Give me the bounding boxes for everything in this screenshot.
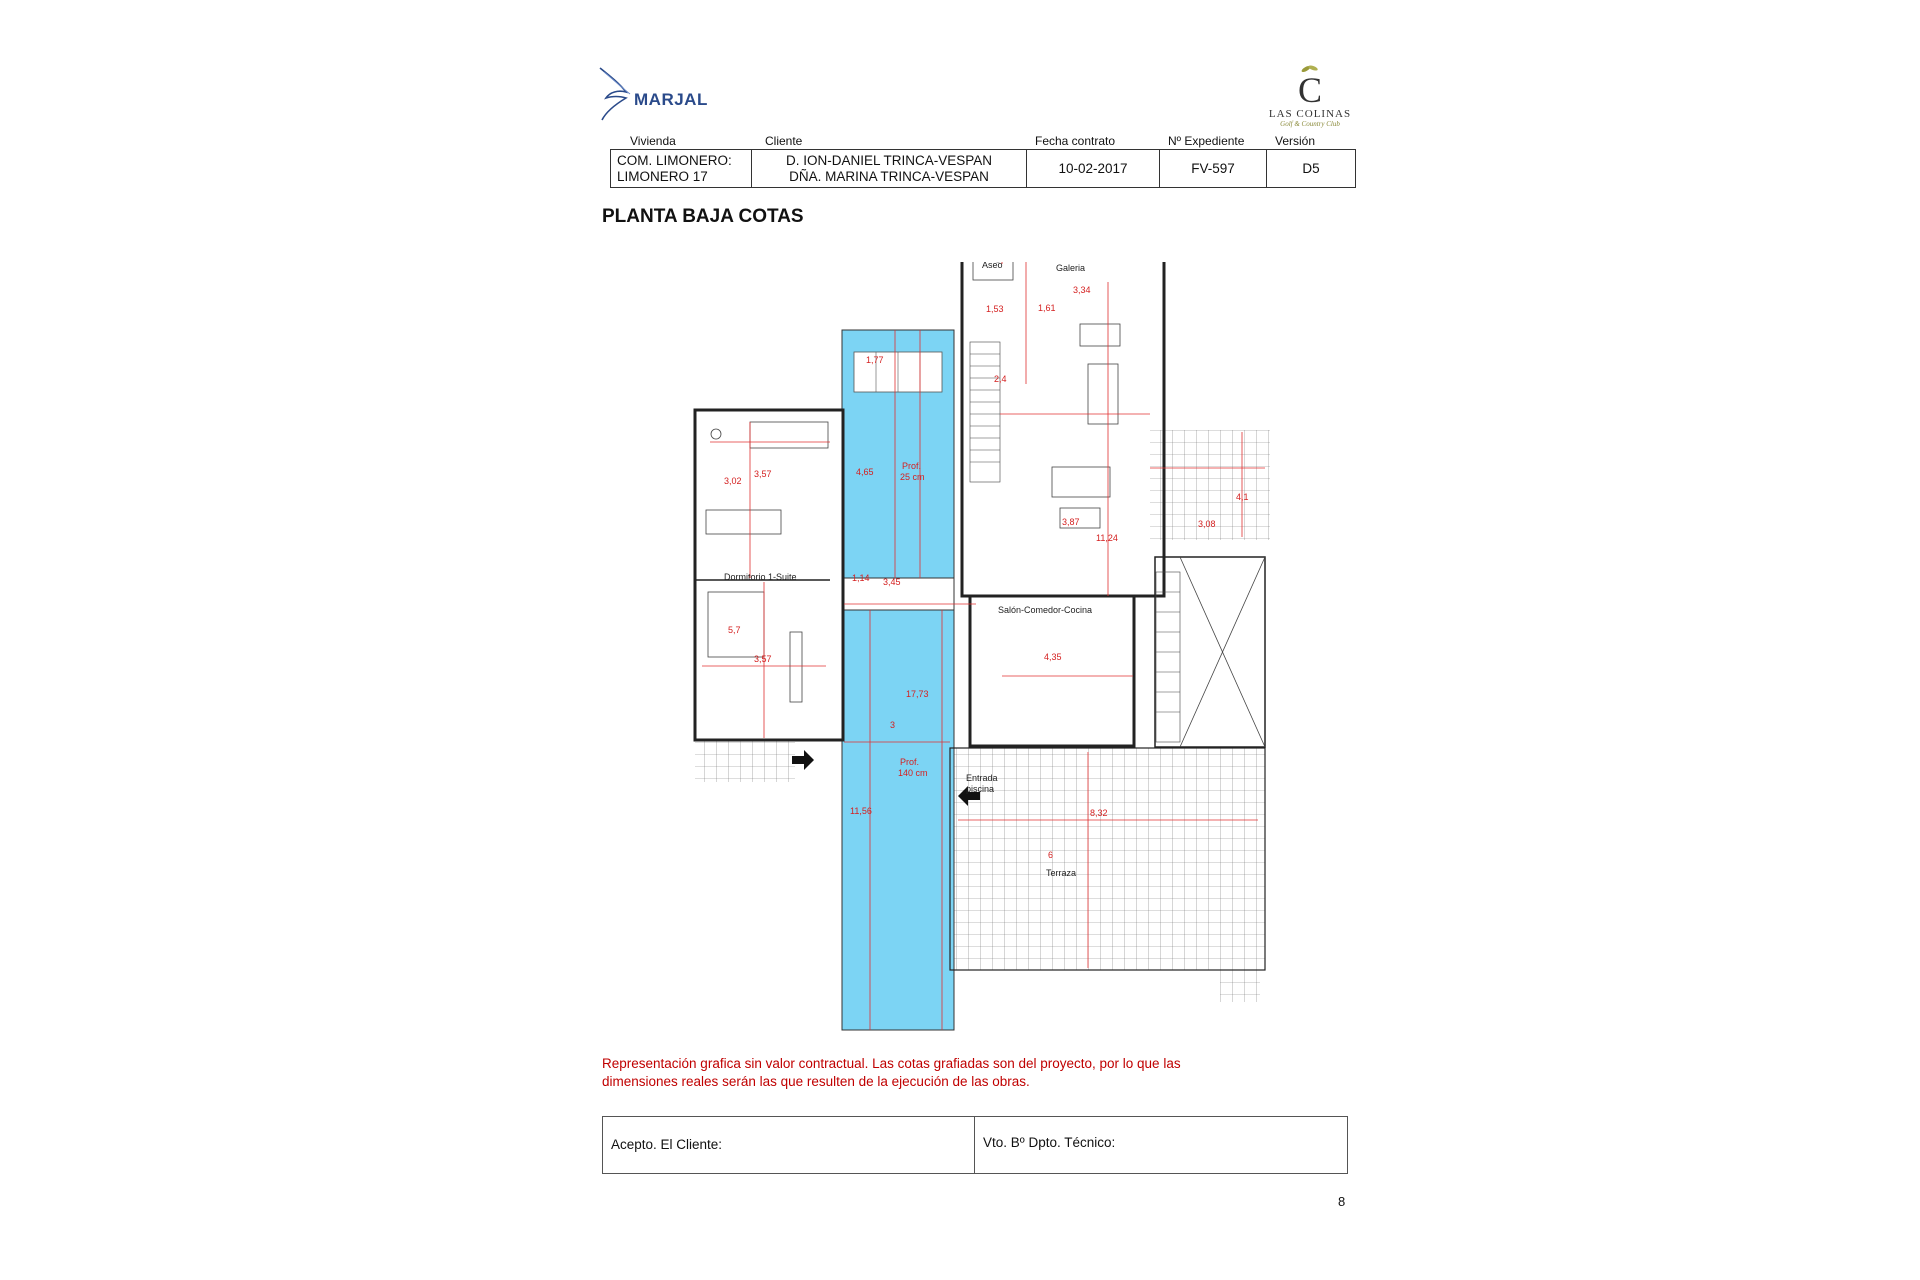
cliente-line2: DÑA. MARINA TRINCA-VESPAN [789, 168, 989, 184]
label-fecha: Fecha contrato [1035, 134, 1116, 148]
cell-version: D5 [1267, 150, 1356, 188]
label-vivienda: Vivienda [630, 134, 676, 148]
label-expediente: Nº Expediente [1168, 134, 1245, 148]
room-salon: Salón-Comedor-Cocina [998, 605, 1093, 615]
label-version: Versión [1275, 134, 1316, 148]
vivienda-line1: COM. LIMONERO: [617, 152, 732, 168]
dim-5-7: 5,7 [728, 625, 741, 635]
las-colinas-logo [1245, 62, 1375, 132]
dim-1-53: 1,53 [986, 304, 1004, 314]
room-terraza: Terraza [1046, 868, 1077, 878]
room-dormitorio: Dormitorio 1-Suite [724, 572, 797, 582]
disclaimer-line1: Representación grafica sin valor contractual. Las cotas grafiadas son del proyecto, por lo que las [602, 1056, 1181, 1071]
label-cliente: Cliente [765, 134, 803, 148]
cell-fecha: 10-02-2017 [1027, 150, 1160, 188]
pool-depth-bottom-1: Prof. [900, 757, 920, 767]
bathtub [706, 510, 781, 534]
dim-3: 3 [890, 720, 896, 730]
stairs-main [970, 342, 1000, 482]
dim-3-57-top: 3,57 [754, 469, 772, 479]
las-colinas-tagline: Golf & Country Club [1280, 120, 1340, 128]
floor-plan [680, 262, 1280, 1042]
kitchen-island [1080, 324, 1120, 346]
dim-1-61: 1,61 [1038, 303, 1056, 313]
wardrobe [790, 632, 802, 702]
page-number: 8 [1338, 1194, 1346, 1209]
room-entrada-1: Entrada [966, 773, 998, 783]
main-walls-lower [970, 596, 1134, 746]
cliente-line1: D. ION-DANIEL TRINCA-VESPAN [785, 152, 993, 168]
shower [750, 422, 828, 448]
suite-terrace-tiles [695, 740, 795, 782]
cell-cliente [752, 150, 1027, 188]
pool-deep [842, 610, 954, 1030]
dim-2-4: 2,4 [994, 374, 1007, 384]
sofa [1052, 467, 1110, 497]
marjal-logo [596, 66, 716, 126]
marjal-brand-text: MARJAL [634, 90, 708, 109]
dim-3-08: 3,08 [1198, 519, 1216, 529]
dim-3-57-bottom: 3,57 [754, 654, 772, 664]
page-title: PLANTA BAJA COTAS [602, 206, 804, 227]
dim-11-56: 11,56 [850, 806, 872, 816]
dim-3-45: 3,45 [883, 577, 901, 587]
dim-17-73: 17,73 [906, 689, 929, 699]
dim-11-24: 11,24 [1096, 533, 1118, 543]
signature-divider [974, 1117, 975, 1173]
signature-box [602, 1116, 1348, 1174]
pool-depth-top-1: Prof. [902, 461, 922, 471]
room-galeria: Galeria [1056, 263, 1086, 273]
dim-4-1: 4,1 [1236, 492, 1249, 502]
dim-1-14: 1,14 [852, 573, 870, 583]
dim-3-02: 3,02 [724, 476, 742, 486]
dim-1-77: 1,77 [866, 355, 884, 365]
vivienda-line2: LIMONERO 17 [617, 168, 708, 184]
client-signature-label: Acepto. El Cliente: [611, 1137, 723, 1152]
suite-toilet [711, 429, 721, 439]
room-entrada-2: piscina [966, 784, 995, 794]
dim-3-87: 3,87 [1062, 517, 1080, 527]
contract-info-table [610, 149, 1356, 188]
disclaimer-line2: dimensiones reales serán las que resulten de la ejecución de las obras. [602, 1074, 1030, 1089]
disclaimer [602, 1055, 1302, 1091]
dim-4-35: 4,35 [1044, 652, 1062, 662]
marjal-bird-icon [596, 66, 636, 122]
las-colinas-name: LAS COLINAS [1268, 108, 1352, 120]
dim-8-32: 8,32 [1090, 808, 1108, 818]
cell-vivienda [611, 150, 752, 188]
entrance-arrow-suite-icon [792, 750, 814, 770]
tech-signature-label: Vto. Bº Dpto. Técnico: [983, 1135, 1116, 1150]
las-colinas-mark: C [1297, 70, 1322, 110]
dim-6: 6 [1048, 850, 1054, 860]
cell-expediente: FV-597 [1160, 150, 1267, 188]
room-aseo: Aseo [982, 262, 1003, 270]
pool-depth-bottom-2: 140 cm [898, 768, 928, 778]
dining-table [1088, 364, 1118, 424]
stair-landing-tiles [1220, 862, 1260, 1002]
dim-3-34: 3,34 [1073, 285, 1091, 295]
dim-4-65: 4,65 [856, 467, 874, 477]
pool-depth-top-2: 25 cm [900, 472, 925, 482]
